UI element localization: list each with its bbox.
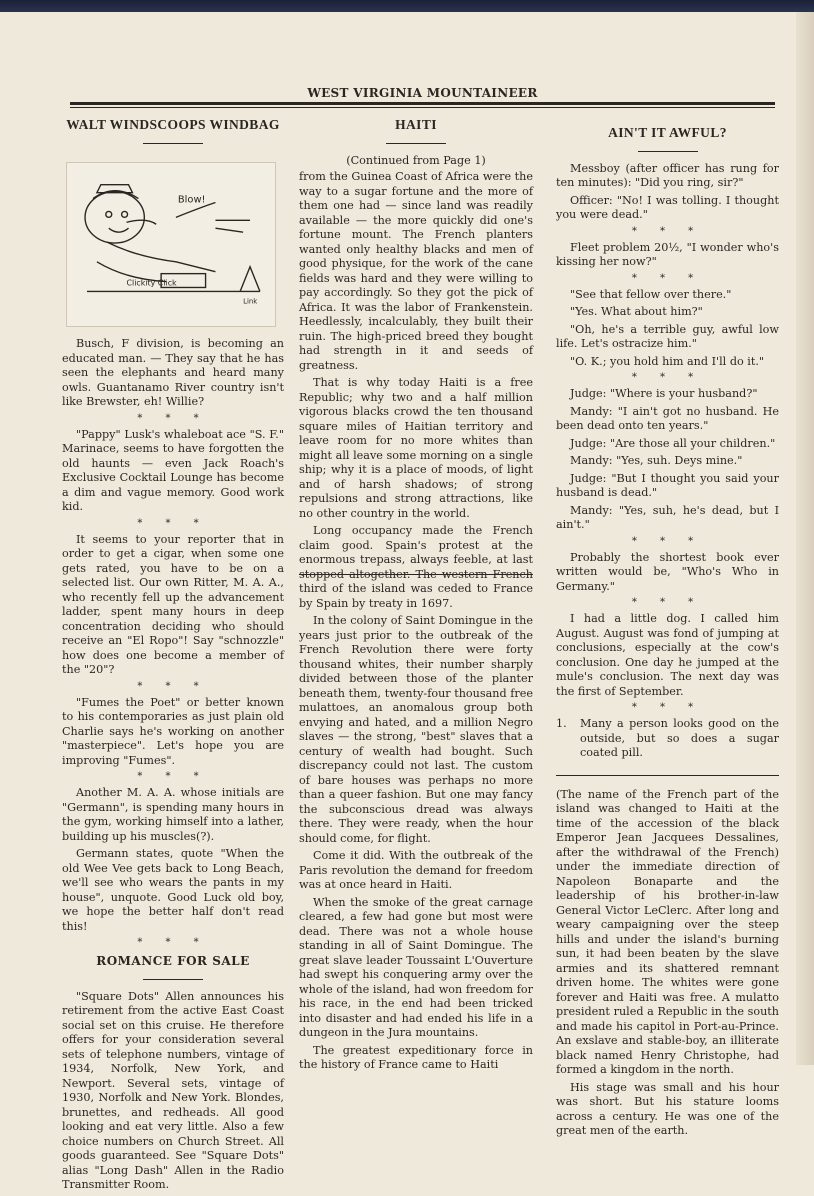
haiti-text: third of the island was ceded to France by Spain by treaty in 1697. bbox=[299, 582, 533, 610]
list-number: 1. bbox=[556, 717, 567, 730]
joke-line: I had a little dog. I called him August. August was fond of jumping at conclusions, especially at the cow's conclusion. One day he jumped at the mule's conclusion. The next day was the first of September. bbox=[556, 612, 779, 698]
joke-line: "O. K.; you hold him and I'll do it." bbox=[570, 354, 765, 368]
sub-headline-rule bbox=[143, 979, 203, 980]
section-divider bbox=[556, 775, 779, 776]
masthead: WEST VIRGINIA MOUNTAINEER bbox=[307, 86, 538, 100]
headline-rule bbox=[386, 143, 446, 144]
separator-stars: * * * bbox=[631, 372, 704, 383]
list-item bbox=[556, 717, 779, 761]
windbag-paragraph: Germann states, quote "When the old Wee Vee gets back to Long Beach, we'll see who wears the pants in my house", unquote. Good Luck old boy, we hope the better half don't read this! bbox=[62, 847, 284, 933]
awful-headline: AIN'T IT AWFUL? bbox=[608, 125, 727, 140]
windbag-paragraph: Another M. A. A. whose initials are "Germann", is spending many hours in the gym, working himself into a lather, building up his muscles(?). bbox=[62, 786, 284, 843]
headline-rule bbox=[638, 151, 698, 152]
cartoon-sign-text: Clickity Click bbox=[126, 277, 177, 287]
headline-rule bbox=[143, 143, 203, 144]
separator-stars: * * * bbox=[631, 535, 704, 547]
haiti-paragraph: That is why today Haiti is a free Republic; why two and a half million vigorous blacks crowd the ten thousand square miles of Haitian territory and leave room for no more whites than might all leave some morning on a single ship; why it is a place of moods, of light and of harsh shadows; of strong repulsions and strong attractions, like no other country in the world. bbox=[299, 376, 533, 520]
separator-stars: * * * bbox=[631, 272, 704, 284]
haiti-paragraph: from the Guinea Coast of Africa were the way to a sugar fortune and the more of them one had — since land was readily available — the more quickly did one's fortune mount. The French planters wanted only healthy blacks and men of good physique, for the work of the cane fields was hard and they were willing to pay accordingly. So they got the pick of Africa. It was the labor of Frankenstein. Heedlessly, incalculably, they built their ruin. The high-priced breed they bought had strength in it and seeds of greatness. bbox=[299, 170, 533, 372]
separator-stars: * * * bbox=[137, 517, 209, 529]
separator-stars: * * * bbox=[137, 412, 209, 424]
romance-headline: ROMANCE FOR SALE bbox=[96, 954, 250, 968]
joke-line: Judge: "But I thought you said your husband is dead." bbox=[556, 471, 779, 499]
column-windbag bbox=[62, 118, 284, 1196]
haiti-final-paragraph: His stage was small and his hour was short. But his stature looms across a century. He was one of the great men of the earth. bbox=[556, 1080, 779, 1137]
list-text: Many a person looks good on the outside, but so does a sugar coated pill. bbox=[580, 717, 779, 759]
joke-line: Mandy: "I ain't got no husband. He been dead onto ten years." bbox=[556, 404, 779, 432]
joke-line: Fleet problem 20½, "I wonder who's kissing her now?" bbox=[556, 240, 779, 268]
separator-stars: * * * bbox=[137, 680, 209, 692]
column-aint-it-awful bbox=[556, 118, 779, 1142]
page-edge-shadow bbox=[796, 12, 814, 1065]
struck-text: stopped altogether. The western French bbox=[299, 567, 533, 581]
joke-line: "Oh, he's a terrible guy, awful low life. Let's ostracize him." bbox=[556, 322, 779, 350]
joke-line: Messboy (after officer has rung for ten minutes): "Did you ring, sir?" bbox=[556, 161, 779, 189]
haiti-paragraph: When the smoke of the great carnage cleared, a few had gone but most were dead. There was not a whole house standing in all of Saint Domingue. The great slave leader Toussaint L'Ouverture had swept his conquering army over the whole of the island, had won freedom for his race, in the end had been tricked into disaster and had ended his life in a dungeon in the Jura mountains. bbox=[299, 895, 533, 1039]
windbag-paragraph: It seems to your reporter that in order to get a cigar, when some one gets rated, you have to be on a selected list. Our own Ritter, M. A. A., who recently fell up the advancement ladder, spent many hours in deep concentration deciding who should receive an "El Ropo"! Say "schnozzle" how does one become a member of the "20"? bbox=[62, 532, 284, 676]
separator-stars: * * * bbox=[137, 771, 209, 782]
joke-line: Judge: "Are those all your children." bbox=[570, 436, 776, 450]
haiti-paragraph bbox=[299, 524, 533, 611]
cartoon-blow-text: Blow! bbox=[177, 194, 206, 206]
column-haiti bbox=[299, 118, 533, 1076]
joke-line: Officer: "No! I was tolling. I thought you were dead." bbox=[556, 193, 779, 221]
haiti-paragraph: The greatest expeditionary force in the history of France came to Haiti bbox=[299, 1043, 533, 1071]
windbag-paragraph: "Pappy" Lusk's whaleboat ace "S. F." Marinace, seems to have forgotten the old haunts — even Jack Roach's Exclusive Cocktail Lounge has become a dim and vague memory. Good work kid. bbox=[62, 427, 284, 513]
scan-top-border bbox=[0, 0, 814, 12]
separator-stars: * * * bbox=[631, 702, 704, 713]
masthead-rule-thin bbox=[70, 107, 775, 108]
joke-line: Probably the shortest book ever written would be, "Who's Who in Germany." bbox=[556, 550, 779, 593]
windbag-headline: WALT WINDSCOOPS WINDBAG bbox=[66, 117, 280, 132]
cartoon-illustration bbox=[66, 162, 276, 327]
haiti-note-paragraph: (The name of the French part of the island was changed to Haiti at the time of the accession of the black Emperor Jean Jacquees Dessalines, after the withdrawal of the French) under the immediate direction of Napoleon Bonaparte and the leadership of his brother-in-law General Victor LeClerc. After long and weary campaigning over the steep hills and under the island's burning sun, it had been beaten by the slave armies and its shattered remnant driven home. The whites were gone forever and Haiti was free. A mulatto president ruled a Republic in the south and made his capitol in Port-au-Prince. An exslave and stable-boy, an illiterate black named Henry Christophe, had formed a kingdom in the north. bbox=[556, 787, 779, 1076]
separator-stars: * * * bbox=[631, 225, 704, 237]
windbag-paragraph: "Fumes the Poet" or better known to his contemporaries as just plain old Charlie says he's working on another "masterpiece". Let's hope you are improving "Fumes". bbox=[62, 695, 284, 767]
joke-line: Judge: "Where is your husband?" bbox=[570, 387, 758, 400]
haiti-text: Long occupancy made the French claim good. Spain's protest at the enormous trepass, always feeble, at last bbox=[299, 524, 533, 566]
romance-paragraph: "Square Dots" Allen announces his retirement from the active East Coast social set on this cruise. He therefore offers for your consideration several sets of telephone numbers, vintage of 1934, Norfolk, New York, and Newport. Several sets, vintage of 1930, Norfolk and New York. Blondes, brunettes, and redheads. All good looking and eat very little. Also a few choice numbers on Church Street. All goods guaranteed. See "Square Dots" alias "Long Dash" Allen in the Radio Transmitter Room. bbox=[62, 989, 284, 1191]
continued-note: (Continued from Page 1) bbox=[346, 153, 486, 167]
joke-line: "Yes. What about him?" bbox=[570, 305, 703, 318]
joke-line: Mandy: "Yes, suh, he's dead, but I ain't." bbox=[556, 503, 779, 531]
cartoon-head bbox=[85, 191, 144, 242]
haiti-paragraph: Come it did. With the outbreak of the Paris revolution the demand for freedom was at once heard in Haiti. bbox=[299, 849, 533, 891]
haiti-paragraph: In the colony of Saint Domingue in the years just prior to the outbreak of the French Revolution there were forty thousand whites, their number sharply divided between those of the planter beneath them, twenty-four thousand free mulattoes, an anomalous group both envying and hated, and a million Negro slaves — the strong, "best" slaves that a century of wealth had bought. Such discrepancy could not last. The custom of bare houses was perhaps no more than a queer fashion. But one may fancy the subconscious dread was always there. They were ready, when the hour should come, for flight. bbox=[299, 614, 533, 845]
joke-line: Mandy: "Yes, suh. Deys mine." bbox=[570, 454, 743, 467]
separator-stars: * * * bbox=[137, 937, 209, 948]
joke-line: "See that fellow over there." bbox=[570, 287, 732, 301]
separator-stars: * * * bbox=[631, 597, 704, 608]
haiti-headline: HAITI bbox=[395, 117, 437, 132]
cartoon-signature: Link bbox=[243, 296, 258, 305]
masthead-rule-thick bbox=[70, 102, 775, 105]
windbag-paragraph: Busch, F division, is becoming an educated man. — They say that he has seen the elephants and heard many owls. Guantanamo River country isn't like Brewster, eh! Willie? bbox=[62, 337, 284, 408]
